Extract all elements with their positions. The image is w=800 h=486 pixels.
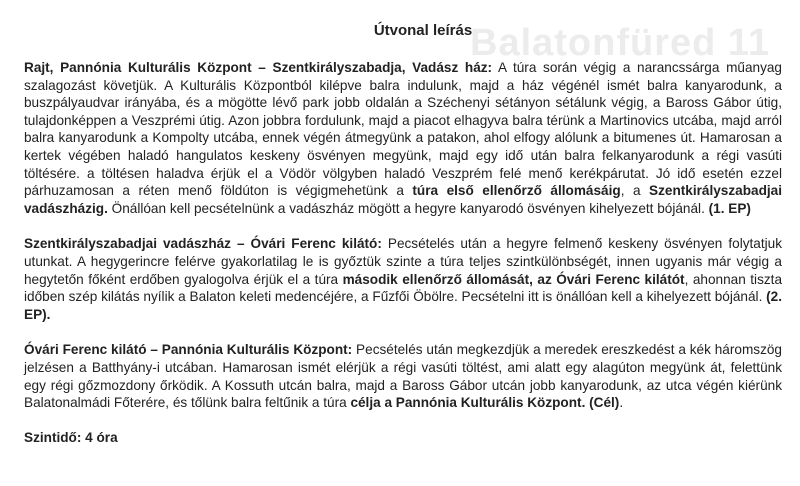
section-2-text-1: Pecsételés után a hegyre felmenő keskeny ösvényen folytatjuk utunkat. A hegygerincre felérve gyakorlatilag le is győztük szinte a túra teljes szintkülönbségét, innen ugyanis már végig a hegytetőn főként erdőben gyalogolva érjük el a túra [24,236,782,287]
document-body [24,0,782,446]
section-1-checkpoint: (1. EP) [708,200,751,216]
section-1-text-1: A túra során végig a narancssárga műanyag szalagozást követjük. A Kulturális Központból kilépve balra indulunk, majd a ház végénél ismét balra kanyarodunk, a buszpályaudvar irányába, és a mögötte lévő park jobb oldalán a Széchenyi sétányon sétálunk végig, a Baross Gábor útig, tulajdonképpen a Veszprémi útig. Azon jobbra fordulunk, majd a piacot elhagyva balra térünk a Martinovics utcába, majd arról balra kanyarodunk a Kompolty utcába, ennek végén átmegyünk a patakon, ahol elfogy alólunk a bitumenes út. Hamarosan a kertek végében haladó hangulatos keskeny ösvényen megyünk, majd egy idő után balra felkanyarodunk a régi vasúti töltésére. a töltésen haladva érjük el a Vödör völgyben haladó Veszprém felé menő kerékpárutat. Jó idő esetén ezzel párhuzamosan a réten menő földúton is végigmehetünk a [24,60,782,199]
route-section-3 [24,341,782,411]
section-2-heading: Szentkirályszabadjai vadászház – Óvári Ferenc kilátó: [24,236,382,252]
page-title: Útvonal leírás [373,22,473,39]
background-watermark: Balatonfüred 11 [470,22,771,64]
section-1-text-2: , a [620,183,650,199]
section-2-bold-1: második ellenőrző állomását, az Óvári Ferenc kilátót [342,271,685,287]
section-3-text-1: Pecsételés után megkezdjük a meredek ereszkedést a kék háromszög jelzésen a Batthyány-i utcában. Hamarosan ismét elérjük a régi vasúti töltést, ami alatt egy alagúton megyünk át, felettünk egy régi gőzmozdony őrködik. A Kossuth utcán balra, majd a Baross Gábor utcán jobb kanyarodunk, az utca végén kiérünk Balatonalmádi Főterére, és tőlünk balra feltűnik a túra [24,342,782,411]
section-1-bold-1: túra első ellenőrző állomásáig [412,183,621,199]
time-limit-label: Szintidő: 4 óra [24,429,118,445]
section-1-heading: Rajt, Pannónia Kulturális Központ – Szentkirályszabadja, Vadász ház: [24,60,493,75]
section-2-checkpoint: (2. EP). [24,289,782,322]
section-1-text-3: Önállóan kell pecsételnünk a vadászház mögött a hegyre kanyarodó ösvényen kihelyezett bójánál. [107,200,709,216]
section-3-text-2: . [619,395,624,411]
section-3-heading: Óvári Ferenc kilátó – Pannónia Kulturális Központ: [24,342,353,358]
route-section-1 [24,59,782,217]
route-section-2 [24,235,782,323]
section-2-text-2: , ahonnan tiszta időben szép kilátás nyílik a Balaton keleti medencéjére, a Fűzfői Öbölre. Pecsételni itt is önállóan kell a kihelyezett bójánál. [24,271,783,305]
section-3-finish: célja a Pannónia Kulturális Központ. (Cél) [350,395,620,411]
section-1-bold-2: Szentkirályszabadjai vadászházig. [24,183,783,216]
time-limit [24,429,782,447]
